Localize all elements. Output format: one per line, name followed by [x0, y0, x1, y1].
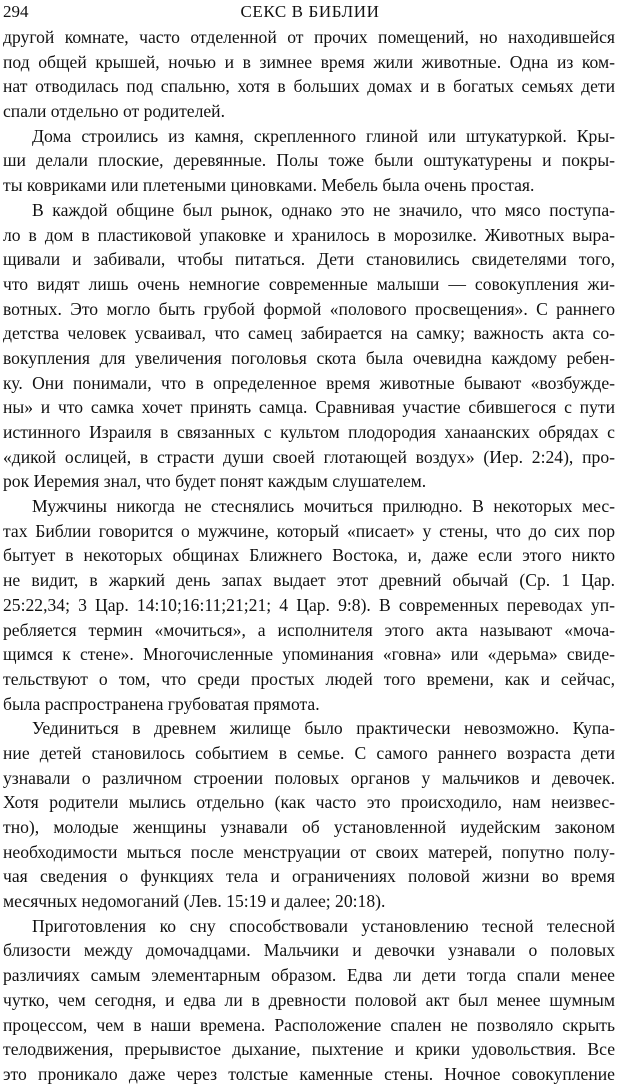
text-line: вокупления для увеличения поголовья скота была очевидна каждому ребен- — [3, 347, 615, 368]
text-line: другой комнате, часто отделенной от прочих помещений, но находившейся — [3, 27, 615, 47]
text-line: различиях самым элементарным образом. Едва ли дети тогда спали менее — [3, 965, 615, 986]
text-line: это проникало даже через толстые каменные стены. Ночное совокупление — [3, 1063, 615, 1084]
text-line: щимся к стене». Многочисленные упоминания «говна» или «дерьма» свиде- — [3, 644, 615, 665]
text-line: под общей крышей, ночью и в зимнее время жили животные. Одна из ком- — [3, 51, 615, 72]
text-line: В каждой общине был рынок, однако это не значило, что мясо поступа- — [32, 199, 615, 220]
paragraph — [3, 494, 615, 716]
text-line: истинного Израиля в связанных с культом плодородия ханаанских обрядах с — [3, 422, 615, 442]
text-line: была распространена грубоватая прямота. — [3, 693, 320, 714]
text-line: Хотя родители мылись отдельно (как часто это происходило, нам неизвес- — [3, 792, 615, 813]
text-line: ны» и что самка хочет принять самца. Сравнивая участие сбившегося с пути — [3, 397, 615, 418]
text-line: близости между домочадцами. Мальчики и девочки узнавали о половых — [3, 940, 615, 961]
text-line: месячных недомоганий (Лев. 15:19 и далее; 20:18). — [3, 891, 386, 912]
paragraph — [3, 716, 615, 914]
text-line: необходимости мыться после менструации от своих матерей, попутно полу- — [3, 841, 615, 862]
text-line: тельствуют о том, что среди простых людей того времени, как и сейчас, — [3, 668, 615, 689]
paragraph — [3, 124, 615, 198]
text-line: узнавали о различном строении половых органов у мальчиков и девочек. — [3, 767, 615, 788]
text-line: Приготовления ко сну способствовали установлению тесной телесной — [32, 915, 615, 936]
text-line: ши делали плоские, деревянные. Полы тоже были оштукатурены и покры- — [3, 150, 615, 171]
text-line: что видят лишь очень немногие современные малыши — совокупления жи- — [3, 273, 615, 294]
paragraph — [3, 25, 615, 124]
text-line: «дикой ослицей, в страсти души своей глотающей воздух» (Иер. 2:24), про- — [3, 446, 615, 467]
text-line: телодвижения, прерывистое дыхание, пыхтение и крики удовольствия. Все — [3, 1039, 615, 1060]
text-line: 25:22,34; 3 Цар. 14:10;16:11;21;21; 4 Цар. 9:8). В современных переводах уп- — [3, 594, 615, 615]
paragraph — [3, 914, 615, 1087]
text-line: процессом, чем в наши времена. Расположение спален не позволяло скрыть — [3, 1014, 615, 1035]
text-line: ние детей становилось событием в семье. С самого раннего возраста дети — [3, 742, 615, 763]
text-line: чутко, чем сегодня, и едва ли в древности половой акт был менее шумным — [3, 989, 615, 1010]
text-line: не видит, в жаркий день запах выдает этот древний обычай (Ср. 1 Цар. — [3, 570, 615, 591]
running-head — [3, 1, 617, 23]
page-number: 294 — [3, 2, 29, 21]
text-line: спали отдельно от родителей. — [3, 101, 225, 122]
running-title: СЕКС В БИБЛИИ — [240, 2, 380, 21]
text-line: ты ковриками или плетеными циновками. Мебель была очень простая. — [3, 175, 535, 196]
text-line: Уединиться в древнем жилище было практически невозможно. Купа- — [32, 718, 615, 739]
text-line: ку. Они понимали, что в определенное время животные бывают «возбужде- — [3, 372, 615, 393]
text-line: рок Иеремия знал, что будет понят каждым слушателем. — [3, 471, 427, 492]
paragraph — [3, 198, 615, 494]
text-line: вотных. Это могло быть грубой формой «полового просвещения». С раннего — [3, 298, 615, 319]
text-line: тах Библии говорится о мужчине, который «писает» у стены, что до сих пор — [3, 520, 615, 541]
text-line: детства человек усваивал, что самец забирается на самку; важность акта со- — [3, 323, 615, 344]
body-text — [3, 25, 615, 1087]
text-line: Дома строились из камня, скрепленного глиной или штукатуркой. Кры- — [32, 125, 615, 146]
text-line: ребляется термин «мочиться», а исполнителя этого акта называют «моча- — [3, 619, 615, 640]
text-line: Мужчины никогда не стеснялись мочиться прилюдно. В некоторых мес- — [32, 496, 615, 517]
text-line: ло в дом в пластиковой упаковке и хранилось в морозилке. Животных выра- — [3, 224, 615, 245]
text-line: бытует в некоторых общинах Ближнего Востока, и, даже если этого никто — [3, 545, 615, 566]
text-line: нат отводилась под спальню, хотя в больших домах и в богатых семьях дети — [3, 76, 615, 97]
text-line: щивали и забивали, чтобы питаться. Дети становились свидетелями того, — [3, 249, 615, 270]
text-line: чая сведения о функциях тела и ограничениях половой жизни во время — [3, 866, 615, 887]
text-line: тно), молодые женщины узнавали об установленной иудейским законом — [3, 817, 615, 837]
